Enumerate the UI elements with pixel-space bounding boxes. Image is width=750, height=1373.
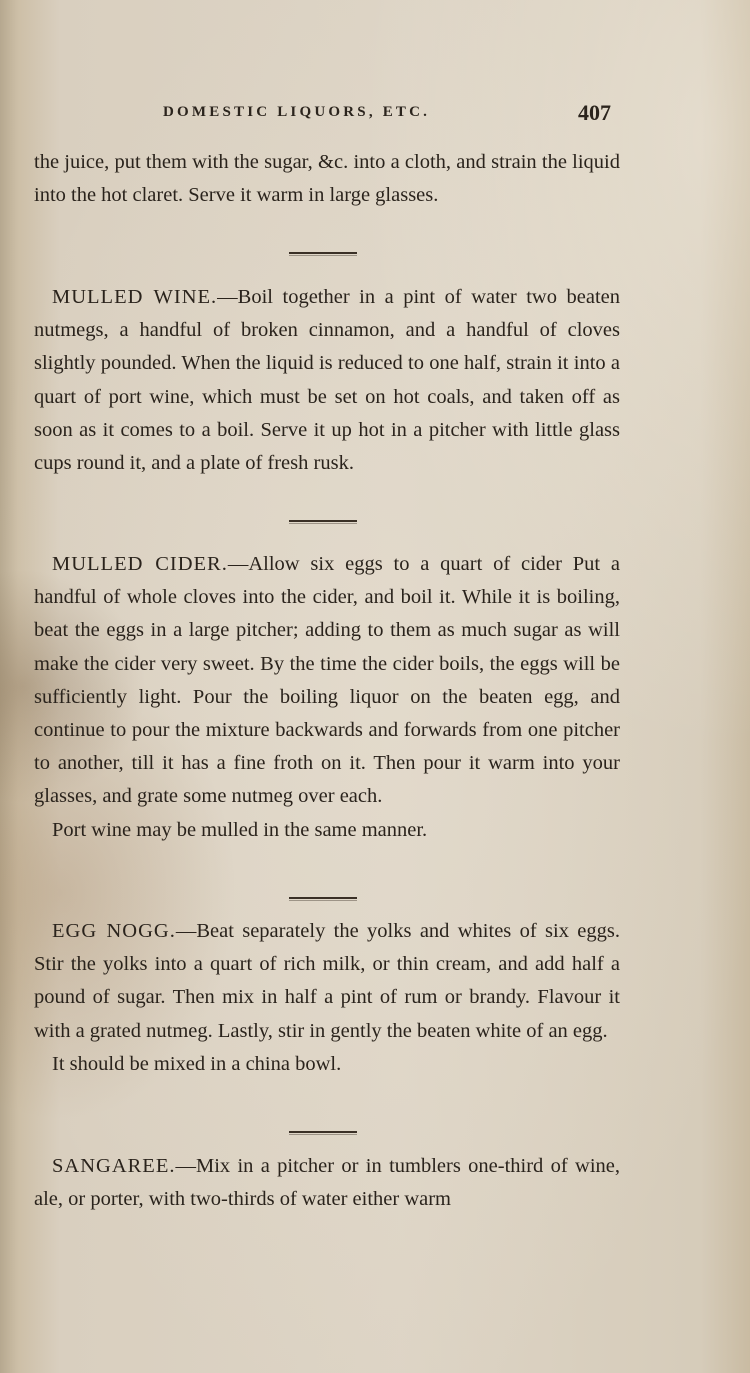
recipe-text: —Boil together in a pint of water two beaten nutmegs, a handful of broken cinnamon, and a handful of cloves slightly pounded. When the liquid is reduced to one half, strain it into a quart of port wine, which must be set on hot coals, and taken off as soon as it comes to a boil. Serve it up hot in a pitcher with little glass cups round it, and a plate of fresh rusk. xyxy=(34,286,620,475)
recipe-heading: SANGAREE. xyxy=(52,1155,176,1177)
recipe-paragraph xyxy=(34,1150,620,1216)
section-divider xyxy=(289,520,357,522)
recipe-heading: MULLED CIDER. xyxy=(52,553,228,575)
page-header xyxy=(0,98,750,138)
recipe-paragraph xyxy=(34,915,620,1048)
recipe-paragraph xyxy=(34,548,620,814)
recipe-mulled-wine xyxy=(34,281,620,480)
page-number: 407 xyxy=(578,100,611,125)
continuation-paragraph: the juice, put them with the sugar, &c. into a cloth, and strain the liquid into the hot claret. Serve it warm in large glasses. xyxy=(34,151,620,207)
running-head: DOMESTIC LIQUORS, ETC. xyxy=(163,104,431,120)
recipe-mulled-cider xyxy=(34,548,620,847)
recipe-paragraph xyxy=(34,281,620,480)
continuation-block xyxy=(34,146,620,212)
recipe-egg-nogg xyxy=(34,915,620,1081)
recipe-heading: MULLED WINE. xyxy=(52,286,218,308)
recipe-note: It should be mixed in a china bowl. xyxy=(52,1052,342,1075)
recipe-text: —Beat separately the yolks and whites of six eggs. Stir the yolks into a quart of rich milk, or thin cream, and add half a pound of sugar. Then mix in half a pint of rum or brandy. Flavour it with a grated nutmeg. Lastly, stir in gently the beaten white of an egg. xyxy=(34,920,620,1042)
recipe-sangaree xyxy=(34,1150,620,1216)
recipe-note: Port wine may be mulled in the same manner. xyxy=(52,818,428,841)
section-divider xyxy=(289,1131,357,1133)
recipe-text: —Mix in a pitcher or in tumblers one-third of wine, ale, or porter, with two-thirds of water either warm xyxy=(34,1155,620,1211)
recipe-text: —Allow six eggs to a quart of cider Put a handful of whole cloves into the cider, and boil it. While it is boiling, beat the eggs in a large pitcher; adding to them as much sugar as will make the cider very sweet. By the time the cider boils, the eggs will be sufficiently light. Pour the boiling liquor on the beaten egg, and continue to pour the mixture backwards and forwards from one pitcher to another, till it has a fine froth on it. Then pour it warm into your glasses, and grate some nutmeg over each. xyxy=(34,553,620,808)
recipe-heading: EGG NOGG. xyxy=(52,920,176,942)
section-divider xyxy=(289,252,357,254)
section-divider xyxy=(289,897,357,899)
